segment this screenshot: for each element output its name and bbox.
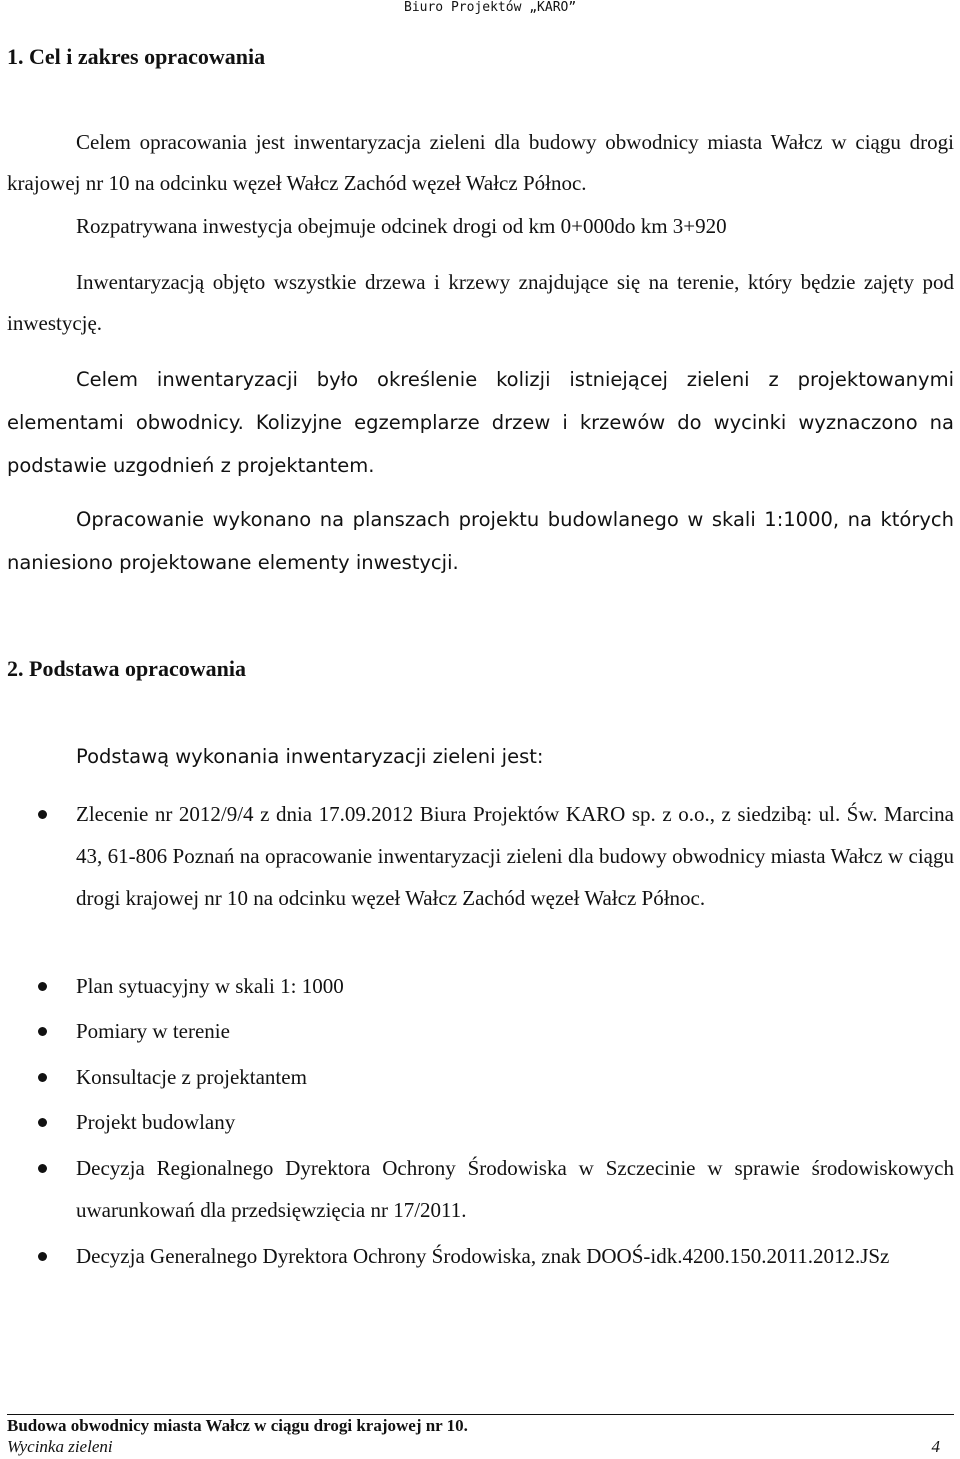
paragraph-basis-intro: Podstawą wykonania inwentaryzacji zieleni jest: <box>76 745 544 768</box>
list-item: Projekt budowlany <box>76 1101 954 1143</box>
paragraph-purpose: Celem opracowania jest inwentaryzacja zieleni dla budowy obwodnicy miasta Wałcz w ciągu drogi krajowej nr 10 na odcinku węzeł Wałcz Zachód węzeł Wałcz Północ. <box>7 130 954 195</box>
footer-divider <box>7 1414 954 1415</box>
list-item: Pomiary w terenie <box>76 1010 954 1052</box>
list-item: Zlecenie nr 2012/9/4 z dnia 17.09.2012 Biura Projektów KARO sp. z o.o., z siedzibą: ul. Św. Marcina 43, 61-806 Poznań na opracowanie inwentaryzacji zieleni dla budowy obwodnicy miasta Wałcz w ciągu drogi krajowej nr 10 na odcinku węzeł Wałcz Zachód węzeł Wałcz Północ. <box>76 793 954 919</box>
bullet-icon <box>38 982 47 991</box>
footer-title: Budowa obwodnicy miasta Wałcz w ciągu drogi krajowej nr 10. <box>7 1416 468 1435</box>
header-company: Biuro Projektów „KARO” <box>404 0 577 15</box>
paragraph-scope: Rozpatrywana inwestycja obejmuje odcinek drogi od km 0+000do km 3+920 <box>76 214 727 238</box>
list-item: Decyzja Generalnego Dyrektora Ochrony Środowiska, znak DOOŚ-idk.4200.150.2011.2012.JSz <box>76 1235 954 1277</box>
page-number: 4 <box>931 1437 940 1456</box>
bullet-icon <box>38 1164 47 1173</box>
paragraph-plans: Opracowanie wykonano na planszach projektu budowlanego w skali 1:1000, na których naniesiono projektowane elementy inwestycji. <box>7 508 954 574</box>
footer-subtitle: Wycinka zieleni <box>7 1437 113 1456</box>
section-1-heading: 1. Cel i zakres opracowania <box>7 44 266 69</box>
bullet-icon <box>38 1027 47 1036</box>
bullet-icon <box>38 1252 47 1261</box>
bullet-icon <box>38 1073 47 1082</box>
list-item: Plan sytuacyjny w skali 1: 1000 <box>76 965 954 1007</box>
list-item: Konsultacje z projektantem <box>76 1056 954 1098</box>
bullet-icon <box>38 810 47 819</box>
list-item: Decyzja Regionalnego Dyrektora Ochrony Środowiska w Szczecinie w sprawie środowiskowych uwarunkowań dla przedsięwzięcia nr 17/2011. <box>76 1147 954 1231</box>
paragraph-collisions: Celem inwentaryzacji było określenie kolizji istniejącej zieleni z projektowanymi elementami obwodnicy. Kolizyjne egzemplarze drzew i krzewów do wycinki wyznaczono na podstawie uzgodnień z projektantem. <box>7 368 954 477</box>
section-2-heading: 2. Podstawa opracowania <box>7 656 246 681</box>
paragraph-inventory: Inwentaryzacją objęto wszystkie drzewa i krzewy znajdujące się na terenie, który będzie zajęty pod inwestycję. <box>7 270 954 335</box>
bullet-icon <box>38 1118 47 1127</box>
